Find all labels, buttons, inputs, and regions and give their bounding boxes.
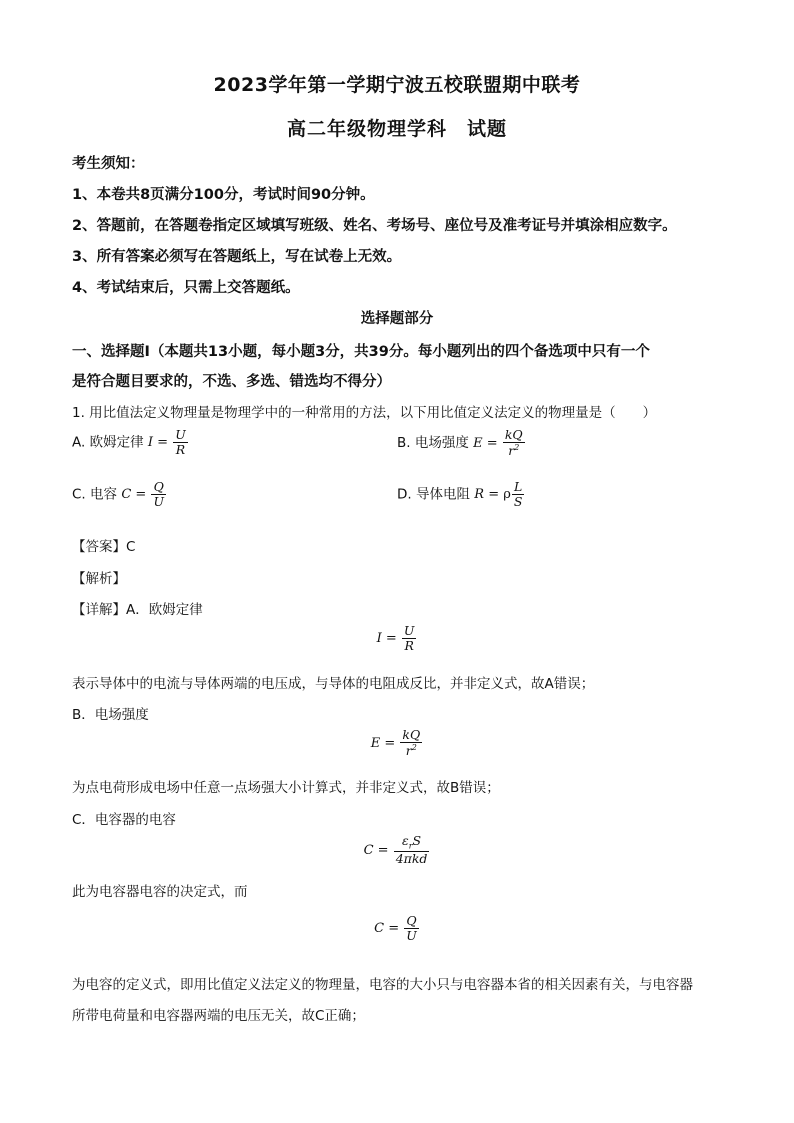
formula-c1-block: C = $\frac{\varepsilon_rS}{\text{4πkd}}$ (363, 833, 428, 866)
text-c1: 此为电容器电容的决定式，而 (72, 884, 248, 900)
text-c2-line1: 为电容的定义式，即用比值定义法定义的物理量，电容的大小只与电容器本省的相关因素有关，与电容器 (72, 977, 693, 993)
text-c2-line2: 所带电荷量和电容器两端的电压无关，故C正确； (72, 1008, 365, 1024)
option-d-formula: R = ρ $\frac{L}{S}$ (474, 479, 523, 510)
option-a-label: A. 欧姆定律 (72, 434, 144, 451)
option-a-formula: I = $\frac{U}{R}$ (147, 427, 186, 458)
notice-item-3: 3、所有答案必须写在答题纸上，写在试卷上无效。 (72, 249, 402, 265)
option-b-label: B. 电场强度 (397, 434, 469, 451)
text-b: 为点电荷形成电场中任意一点场强大小计算式，并非定义式，故B错误； (72, 780, 500, 796)
notice-item-1: 1、本卷共8页满分100分，考试时间90分钟。 (72, 187, 375, 203)
notice-item-4: 4、考试结束后，只需上交答题纸。 (72, 280, 300, 296)
analysis-tag: 【解析】 (72, 571, 126, 587)
option-c-formula: C = $\frac{Q}{U}$ (121, 479, 164, 510)
label-b: B．电场强度 (72, 707, 149, 723)
notice-item-2: 2、答题前，在答题卷指定区域填写班级、姓名、考场号、座位号及准考证号并填涂相应数字。 (72, 218, 677, 234)
exam-subtitle: 高二年级物理学科 试题 (286, 118, 507, 140)
notice-heading: 考生须知： (72, 156, 145, 172)
label-c: C．电容器的电容 (72, 812, 176, 828)
option-d (397, 480, 525, 510)
formula-c2-block: C = $\frac{Q}{U}$ (374, 913, 417, 944)
answer-tag: 【答案】C (72, 539, 136, 555)
option-d-label: D. 导体电阻 (397, 486, 470, 503)
detail-tag: 【详解】A．欧姆定律 (72, 602, 203, 618)
option-a (72, 428, 189, 458)
option-b-formula: E = $\frac{kQ}{r^2}$ (473, 427, 523, 459)
text-a: 表示导体中的电流与导体两端的电压成，与导体的电阻成反比，并非定义式，故A错误； (72, 676, 595, 692)
formula-a-block: I = $\frac{U}{R}$ (376, 623, 415, 654)
formula-b-block: E = $\frac{kQ}{r^2}$ (370, 727, 421, 759)
section-instruction-line1: 一、选择题Ⅰ（本题共13小题，每小题3分，共39分。每小题列出的四个备选项中只有一个 (72, 344, 650, 360)
option-b (397, 428, 526, 459)
option-c-label: C. 电容 (72, 486, 118, 503)
section-instruction-line2: 是符合题目要求的，不选、多选、错选均不得分） (72, 374, 391, 390)
section-title: 选择题部分 (360, 311, 434, 327)
exam-title: 2023学年第一学期宁波五校联盟期中联考 (213, 74, 581, 96)
option-c (72, 480, 167, 510)
question-1-stem: 1. 用比值法定义物理量是物理学中的一种常用的方法，以下用比值定义法定义的物理量是（ ） (72, 405, 657, 421)
